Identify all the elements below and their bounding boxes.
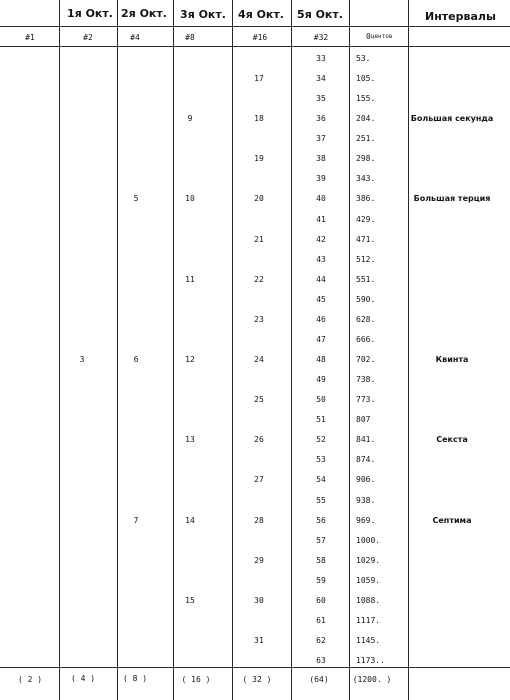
octave-4-cell: 28	[254, 516, 264, 525]
octave-5-cell: 42	[316, 235, 326, 244]
cents-cell: 298.	[356, 154, 376, 163]
octave-5-cell: 37	[316, 134, 326, 143]
subheader-rule	[0, 46, 510, 47]
interval-label: Квинта	[435, 355, 469, 364]
header-octave-5: 5я Окт.	[297, 8, 343, 21]
header-octave-3: 3я Окт.	[180, 8, 226, 21]
octave-3-cell: 13	[185, 435, 195, 444]
cents-cell: 1029.	[356, 556, 381, 565]
interval-label: Большая терция	[413, 194, 491, 203]
octave-5-cell: 62	[316, 636, 326, 645]
cents-cell: 969.	[356, 516, 376, 525]
octave-3-cell: 14	[185, 516, 195, 525]
cents-cell: 53.	[356, 54, 371, 63]
octave-4-cell: 17	[254, 74, 264, 83]
octave-5-cell: 39	[316, 174, 326, 183]
octave-5-cell: 59	[316, 576, 326, 585]
octave-2-cell: 6	[133, 355, 139, 364]
octave-5-cell: 48	[316, 355, 326, 364]
octave-2-cell: 7	[133, 516, 139, 525]
octave-5-cell: 43	[316, 255, 326, 264]
footer-col2: ( 4 )	[70, 674, 96, 683]
octave-5-cell: 63	[316, 656, 326, 665]
cents-cell: 841.	[356, 435, 376, 444]
header-octave-4: 4я Окт.	[238, 8, 284, 21]
octave-3-cell: 15	[185, 596, 195, 605]
subheader-col6: #32	[313, 33, 329, 42]
cents-cell: 551.	[356, 275, 376, 284]
octave-4-cell: 18	[254, 114, 264, 123]
interval-label: Большая секунда	[410, 114, 494, 123]
subheader-cents	[366, 32, 393, 41]
interval-label: Секста	[436, 435, 468, 444]
cents-cell: 251.	[356, 134, 376, 143]
octave-3-cell: 11	[185, 275, 195, 284]
octave-5-cell: 41	[316, 215, 326, 224]
cents-cell: 471.	[356, 235, 376, 244]
footer-col7: (1200. )	[352, 675, 392, 684]
octave-1-cell: 3	[79, 355, 85, 364]
octave-5-cell: 46	[316, 315, 326, 324]
header-octave-2: 2я Окт.	[121, 7, 167, 20]
cents-unit: центов	[370, 33, 393, 40]
subheader-col5: #16	[252, 33, 268, 42]
octave-3-cell: 12	[185, 355, 195, 364]
cents-cell: 343.	[356, 174, 376, 183]
octave-4-cell: 19	[254, 154, 264, 163]
octave-2-cell: 5	[133, 194, 139, 203]
subheader-col2: #2	[83, 33, 93, 42]
cents-cell: 666.	[356, 335, 376, 344]
column-divider	[291, 0, 292, 700]
subheader-col4: #8	[185, 33, 195, 42]
cents-cell: 738.	[356, 375, 376, 384]
column-divider	[117, 0, 118, 700]
cents-cell: 105.	[356, 74, 376, 83]
octave-5-cell: 47	[316, 335, 326, 344]
octave-4-cell: 26	[254, 435, 264, 444]
octave-5-cell: 34	[316, 74, 326, 83]
cents-cell: 1173..	[356, 656, 385, 665]
cents-cell: 1000.	[356, 536, 381, 545]
octave-4-cell: 30	[254, 596, 264, 605]
footer-col6: (64)	[309, 675, 329, 684]
octave-4-cell: 21	[254, 235, 264, 244]
footer-rule	[0, 667, 510, 668]
octave-5-cell: 58	[316, 556, 326, 565]
subheader-col3: #4	[130, 33, 140, 42]
octave-4-cell: 25	[254, 395, 264, 404]
octave-5-cell: 56	[316, 516, 326, 525]
footer-col3: ( 8 )	[122, 674, 148, 683]
column-divider	[408, 0, 409, 700]
cents-cell: 628.	[356, 315, 376, 324]
octave-5-cell: 55	[316, 496, 326, 505]
octave-5-cell: 45	[316, 295, 326, 304]
cents-cell: 429.	[356, 215, 376, 224]
footer-col4: ( 16 )	[181, 675, 211, 684]
column-divider	[173, 0, 174, 700]
octave-5-cell: 54	[316, 475, 326, 484]
octave-4-cell: 31	[254, 636, 264, 645]
octave-5-cell: 35	[316, 94, 326, 103]
cents-cell: 1145.	[356, 636, 381, 645]
cents-cell: 773.	[356, 395, 376, 404]
cents-cell: 155.	[356, 94, 376, 103]
octave-5-cell: 51	[316, 415, 326, 424]
octave-4-cell: 29	[254, 556, 264, 565]
octave-4-cell: 22	[254, 275, 264, 284]
header-rule	[0, 26, 510, 27]
footer-col1: ( 2 )	[17, 675, 43, 684]
octave-5-cell: 36	[316, 114, 326, 123]
cents-cell: 807	[356, 415, 371, 424]
cents-cell: 386.	[356, 194, 376, 203]
octave-4-cell: 27	[254, 475, 264, 484]
octave-4-cell: 20	[254, 194, 264, 203]
interval-label: Септима	[432, 516, 472, 525]
cents-zero: 0	[366, 32, 371, 41]
subheader-col1: #1	[25, 33, 35, 42]
octave-5-cell: 44	[316, 275, 326, 284]
cents-cell: 204.	[356, 114, 376, 123]
octave-5-cell: 52	[316, 435, 326, 444]
header-octave-1: 1я Окт.	[67, 7, 113, 20]
footer-col5: ( 32 )	[242, 675, 272, 684]
octave-5-cell: 60	[316, 596, 326, 605]
octave-5-cell: 40	[316, 194, 326, 203]
header-intervals: Интервалы	[425, 10, 496, 23]
cents-cell: 1059.	[356, 576, 381, 585]
cents-cell: 590.	[356, 295, 376, 304]
cents-cell: 1088.	[356, 596, 381, 605]
column-divider	[349, 0, 350, 700]
octave-3-cell: 10	[185, 194, 195, 203]
octave-3-cell: 9	[187, 114, 193, 123]
octave-5-cell: 49	[316, 375, 326, 384]
octave-5-cell: 61	[316, 616, 326, 625]
octave-4-cell: 24	[254, 355, 264, 364]
octave-5-cell: 53	[316, 455, 326, 464]
octave-5-cell: 57	[316, 536, 326, 545]
octave-5-cell: 38	[316, 154, 326, 163]
cents-cell: 906.	[356, 475, 376, 484]
column-divider	[59, 0, 60, 700]
octave-5-cell: 33	[316, 54, 326, 63]
cents-cell: 874.	[356, 455, 376, 464]
cents-cell: 938.	[356, 496, 376, 505]
octave-4-cell: 23	[254, 315, 264, 324]
octave-5-cell: 50	[316, 395, 326, 404]
column-divider	[232, 0, 233, 700]
cents-cell: 1117.	[356, 616, 381, 625]
cents-cell: 512.	[356, 255, 376, 264]
cents-cell: 702.	[356, 355, 376, 364]
